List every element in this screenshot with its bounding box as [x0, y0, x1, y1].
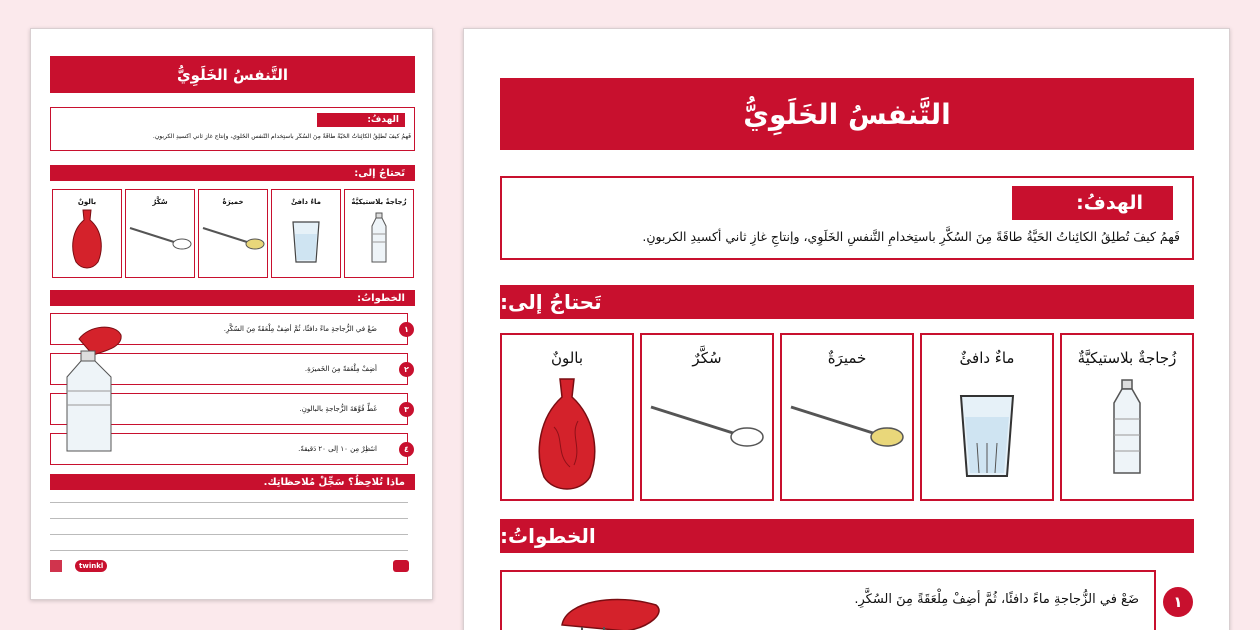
footer-seal [393, 560, 409, 572]
step-number: ٢ [399, 362, 414, 377]
step-number: ٤ [399, 442, 414, 457]
worksheet-title: التَّنفسُ الخَلَوِيُّ [500, 78, 1194, 150]
needs-card-label: زُجاجةٌ بلاستيكيَّةٌ [1077, 349, 1177, 367]
bottle-icon [368, 212, 390, 264]
bottle-icon [1107, 379, 1147, 475]
needs-card-label: بالونٌ [550, 349, 584, 367]
worksheet-preview-small [30, 28, 433, 600]
needs-card-bottle [1060, 333, 1194, 501]
notes-line [50, 534, 408, 535]
spoon-sugar-icon [647, 397, 767, 451]
goal-heading: الهدفُ: [1012, 186, 1173, 220]
needs-card-label: ماءٌ دافئٌ [291, 198, 321, 206]
step-text: انتَظِرْ مِن ١٠ إلى ٢٠ دَقيقةً. [298, 445, 377, 453]
balloon-icon [534, 377, 600, 493]
needs-card-water [271, 189, 341, 278]
needs-card-bottle [344, 189, 414, 278]
needs-card-label: سُكَّرٌ [692, 349, 722, 367]
notes-line [50, 550, 408, 551]
step-text: أضِفْ مِلْعَقةً مِنَ الخَميرَةِ. [304, 365, 377, 373]
goal-text: فَهمُ كيفَ تُطلِقُ الكائِناتُ الحَيَّةُ طاقَةً مِنَ السُكَّرِ باستِخدامِ التَّنفسِ الخَلَوِي، وإنتاجِ غازِ ثاني أكسيدِ الكربونِ. [642, 229, 1180, 244]
goal-heading: الهدفُ: [317, 113, 405, 127]
needs-card-label: بالونٌ [77, 198, 97, 206]
notes-line [50, 502, 408, 503]
glass-of-water-icon [957, 393, 1017, 479]
step-number: ١ [399, 322, 414, 337]
needs-card-yeast [780, 333, 914, 501]
needs-card-sugar [125, 189, 195, 278]
needs-heading: تَحتاجُ إلى: [50, 165, 415, 181]
needs-card-water [920, 333, 1054, 501]
spoon-yeast-icon [787, 397, 907, 451]
needs-card-yeast [198, 189, 268, 278]
step-text: ضَعْ في الزُّجاجةِ ماءً دافئًا، ثُمَّ أضِفْ مِلْعَقَةً مِنَ السُكَّرِ. [223, 325, 377, 333]
bottle-with-balloon-illustration [546, 595, 666, 630]
needs-card-balloon [500, 333, 634, 501]
goal-text: فَهمُ كيفَ تُطلِقُ الكائِناتُ الحَيَّةُ طاقَةً مِنَ السُكَّرِ باستِخدامِ التَّنفسِ الخَلَوِي، وإنتاجِ غازِ ثاني أكسيدِ الكربونِ. [152, 133, 411, 140]
worksheet-title: التَّنفسُ الخَلَوِيُّ [50, 56, 415, 93]
needs-card-sugar [640, 333, 774, 501]
notes-line [50, 518, 408, 519]
worksheet-preview-large [463, 28, 1230, 630]
observe-heading: ماذا تُلاحِظُ؟ سَجِّلْ مُلاحظاتِك. [50, 474, 415, 490]
spoon-sugar-icon [128, 222, 192, 252]
needs-heading: تَحتاجُ إلى: [500, 285, 1194, 319]
step-text: غَطِّ فُوَّهَةَ الزُّجاجةِ بالبالونِ. [299, 405, 377, 413]
glass-of-water-icon [290, 220, 322, 264]
step-text: ضَعْ في الزُّجاجةِ ماءً دافئًا، ثُمَّ أضِفْ مِلْعَقَةً مِنَ السُكَّرِ. [854, 592, 1139, 607]
bottle-with-balloon-illustration [59, 325, 123, 453]
needs-card-balloon [52, 189, 122, 278]
brand-logo: twinkl [75, 560, 107, 572]
balloon-icon [70, 208, 104, 270]
steps-heading: الخطواتُ: [50, 290, 415, 306]
steps-heading: الخطواتُ: [500, 519, 1194, 553]
needs-card-label: خميرَةٌ [827, 349, 867, 367]
needs-card-label: سُكَّرٌ [152, 198, 168, 206]
needs-card-label: ماءٌ دافئٌ [959, 349, 1015, 367]
qr-code [50, 560, 62, 572]
step-number: ٣ [399, 402, 414, 417]
spoon-yeast-icon [201, 222, 265, 252]
step-number: ١ [1163, 587, 1193, 617]
needs-card-label: خميرَةٌ [222, 198, 244, 206]
needs-card-label: زُجاجةٌ بلاستيكيَّةٌ [351, 198, 407, 206]
